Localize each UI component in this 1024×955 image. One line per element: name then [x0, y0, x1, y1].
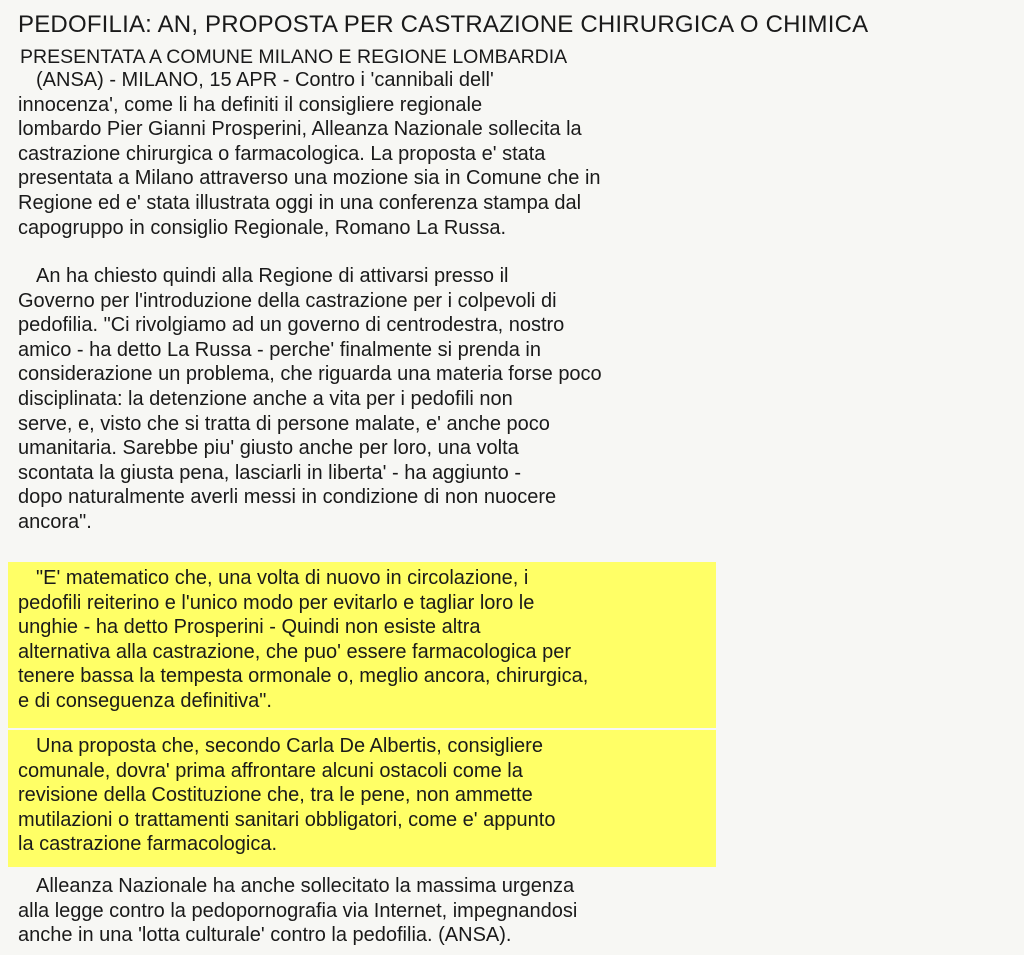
text-line: anche in una 'lotta culturale' contro la pedofilia. (ANSA).: [18, 924, 512, 947]
text-line: alla legge contro la pedopornografia via Internet, impegnandosi: [18, 899, 578, 922]
text-line: umanitaria. Sarebbe piu' giusto anche per loro, una volta: [18, 437, 519, 460]
article-paragraph: [18, 264, 602, 535]
text-line: innocenza', come li ha definiti il consigliere regionale: [18, 93, 483, 116]
text-line: serve, e, visto che si tratta di persone malate, e' anche poco: [18, 412, 550, 435]
headline: PEDOFILIA: AN, PROPOSTA PER CASTRAZIONE CHIRURGICA O CHIMICA: [18, 11, 869, 38]
text-line: pedofilia. "Ci rivolgiamo ad un governo di centrodestra, nostro: [18, 314, 565, 337]
text-line: e di conseguenza definitiva".: [18, 689, 272, 712]
text-line: revisione della Costituzione che, tra le pene, non ammette: [18, 784, 533, 807]
text-line: Una proposta che, secondo Carla De Albertis, consigliere: [36, 735, 543, 757]
text-line: la castrazione farmacologica.: [18, 833, 278, 856]
text-line: scontata la giusta pena, lasciarli in liberta' - ha aggiunto -: [18, 461, 521, 484]
text-line: mutilazioni o trattamenti sanitari obbligatori, come e' appunto: [18, 808, 556, 831]
text-line: comunale, dovra' prima affrontare alcuni ostacoli come la: [18, 759, 523, 782]
text-line: Governo per l'introduzione della castrazione per i colpevoli di: [18, 289, 557, 312]
article-paragraph: [18, 68, 601, 240]
subheadline: PRESENTATA A COMUNE MILANO E REGIONE LOMBARDIA: [20, 46, 568, 68]
text-line: presentata a Milano attraverso una mozione sia in Comune che in: [18, 167, 601, 190]
text-line: dopo naturalmente averli messi in condizione di non nuocere: [18, 486, 557, 509]
text-line: lombardo Pier Gianni Prosperini, Alleanza Nazionale sollecita la: [18, 118, 582, 141]
text-line: unghie - ha detto Prosperini - Quindi non esiste altra: [18, 616, 481, 639]
article-paragraph-highlighted: [18, 734, 555, 857]
text-line: disciplinata: la detenzione anche a vita per i pedofili non: [18, 387, 513, 410]
text-line: amico - ha detto La Russa - perche' finalmente si prenda in: [18, 338, 541, 361]
text-line: ancora".: [18, 510, 92, 533]
text-line: castrazione chirurgica o farmacologica. La proposta e' stata: [18, 142, 546, 165]
text-line: "E' matematico che, una volta di nuovo in circolazione, i: [36, 567, 529, 589]
text-line: An ha chiesto quindi alla Regione di attivarsi presso il: [36, 265, 509, 287]
text-line: considerazione un problema, che riguarda una materia forse poco: [18, 363, 602, 386]
text-line: capogruppo in consiglio Regionale, Romano La Russa.: [18, 216, 507, 239]
text-line: tenere bassa la tempesta ormonale o, meglio ancora, chirurgica,: [18, 665, 589, 688]
text-line: (ANSA) - MILANO, 15 APR - Contro i 'cannibali dell': [36, 69, 494, 91]
text-line: alternativa alla castrazione, che puo' essere farmacologica per: [18, 640, 572, 663]
article-paragraph-highlighted: [18, 566, 588, 714]
text-line: pedofili reiterino e l'unico modo per evitarlo e tagliar loro le: [18, 591, 535, 614]
article-paragraph: [18, 874, 577, 948]
text-line: Alleanza Nazionale ha anche sollecitato la massima urgenza: [36, 875, 575, 897]
text-line: Regione ed e' stata illustrata oggi in una conferenza stampa dal: [18, 191, 582, 214]
